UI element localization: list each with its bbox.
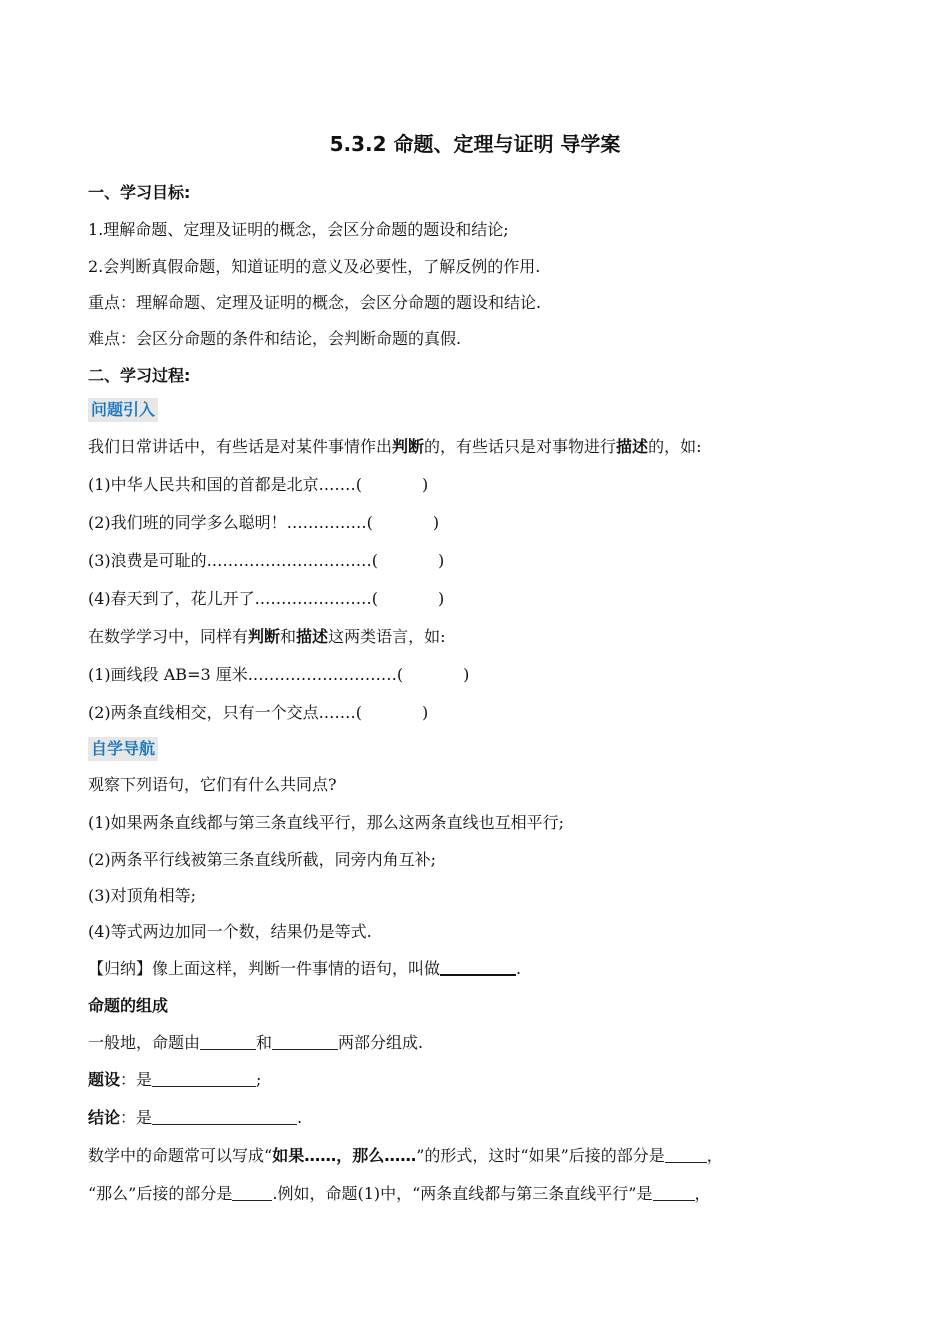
fill-blank[interactable] (440, 958, 516, 976)
fill-blank[interactable] (272, 1033, 338, 1050)
objective-item: 1.理解命题、定理及证明的概念，会区分命题的题设和结论; (88, 220, 509, 239)
page-title: 5.3.2 命题、定理与证明 导学案 (329, 132, 621, 156)
tag-row (88, 398, 890, 422)
example-item: (3)浪费是可耻的.…………………………( ) (88, 551, 445, 570)
statement-item: (3)对顶角相等; (88, 886, 197, 905)
form-line-2: “那么”后接的部分是 .例如，命题(1)中，“两条直线都与第三条直线平行”是 ， (88, 1184, 711, 1203)
tag-row (88, 737, 890, 761)
fill-blank[interactable] (665, 1146, 707, 1163)
example-item: (4)春天到了，花儿开了.…………………( ) (88, 589, 445, 608)
bold-if: 如果…… (272, 1146, 337, 1165)
composition-heading: 命题的组成 (88, 996, 169, 1015)
conclusion-line: 结论：是 . (88, 1108, 303, 1127)
example-item: (1)中华人民共和国的首都是北京.……( ) (88, 475, 429, 494)
section-heading-process: 二、学习过程: (88, 366, 191, 385)
bold-description: 描述 (616, 437, 649, 456)
intro-paragraph: 我们日常讲话中，有些话是对某件事情作出判断的，有些话只是对事物进行描述的，如: (88, 437, 702, 456)
composition-line: 一般地，命题由 和 两部分组成. (88, 1033, 424, 1052)
hypothesis-line: 题设：是 ; (88, 1070, 262, 1089)
tag-self-study: 自学导航 (88, 737, 158, 761)
fill-blank[interactable] (152, 1070, 256, 1087)
tag-problem-intro: 问题引入 (88, 398, 158, 422)
bold-then: 那么…… (352, 1146, 417, 1165)
conclusion-label: 结论 (88, 1108, 121, 1127)
example-item: (2)我们班的同学多么聪明！……………( ) (88, 513, 440, 532)
fill-blank[interactable] (653, 1184, 695, 1201)
fill-blank[interactable] (152, 1108, 297, 1125)
math-example-item: (2)两条直线相交，只有一个交点.……( ) (88, 703, 429, 722)
statement-item: (2)两条平行线被第三条直线所截，同旁内角互补; (88, 850, 437, 869)
section-heading-objectives: 一、学习目标: (88, 183, 191, 202)
fill-blank[interactable] (232, 1184, 272, 1201)
fill-blank[interactable] (200, 1033, 256, 1050)
form-line: 数学中的命题常可以写成“如果……，那么……”的形式，这时“如果”后接的部分是 ， (88, 1146, 723, 1165)
hypothesis-label: 题设 (88, 1070, 121, 1089)
summary-line: 【归纳】像上面这样，判断一件事情的语句，叫做 . (88, 959, 522, 978)
statement-item: (4)等式两边加同一个数，结果仍是等式. (88, 922, 372, 941)
observe-question: 观察下列语句，它们有什么共同点? (88, 775, 337, 794)
bold-judgment: 判断 (248, 627, 281, 646)
objective-item: 2.会判断真假命题，知道证明的意义及必要性，了解反例的作用. (88, 257, 541, 276)
statement-item: (1)如果两条直线都与第三条直线平行，那么这两条直线也互相平行; (88, 813, 565, 832)
math-paragraph: 在数学学习中，同样有判断和描述这两类语言，如: (88, 627, 446, 646)
math-example-item: (1)画线段 AB=3 厘米.………………………( ) (88, 665, 470, 684)
bold-judgment: 判断 (392, 437, 425, 456)
bold-description: 描述 (296, 627, 329, 646)
difficult-point: 难点：会区分命题的条件和结论，会判断命题的真假. (88, 329, 462, 348)
key-point: 重点：理解命题、定理及证明的概念，会区分命题的题设和结论. (88, 293, 542, 312)
